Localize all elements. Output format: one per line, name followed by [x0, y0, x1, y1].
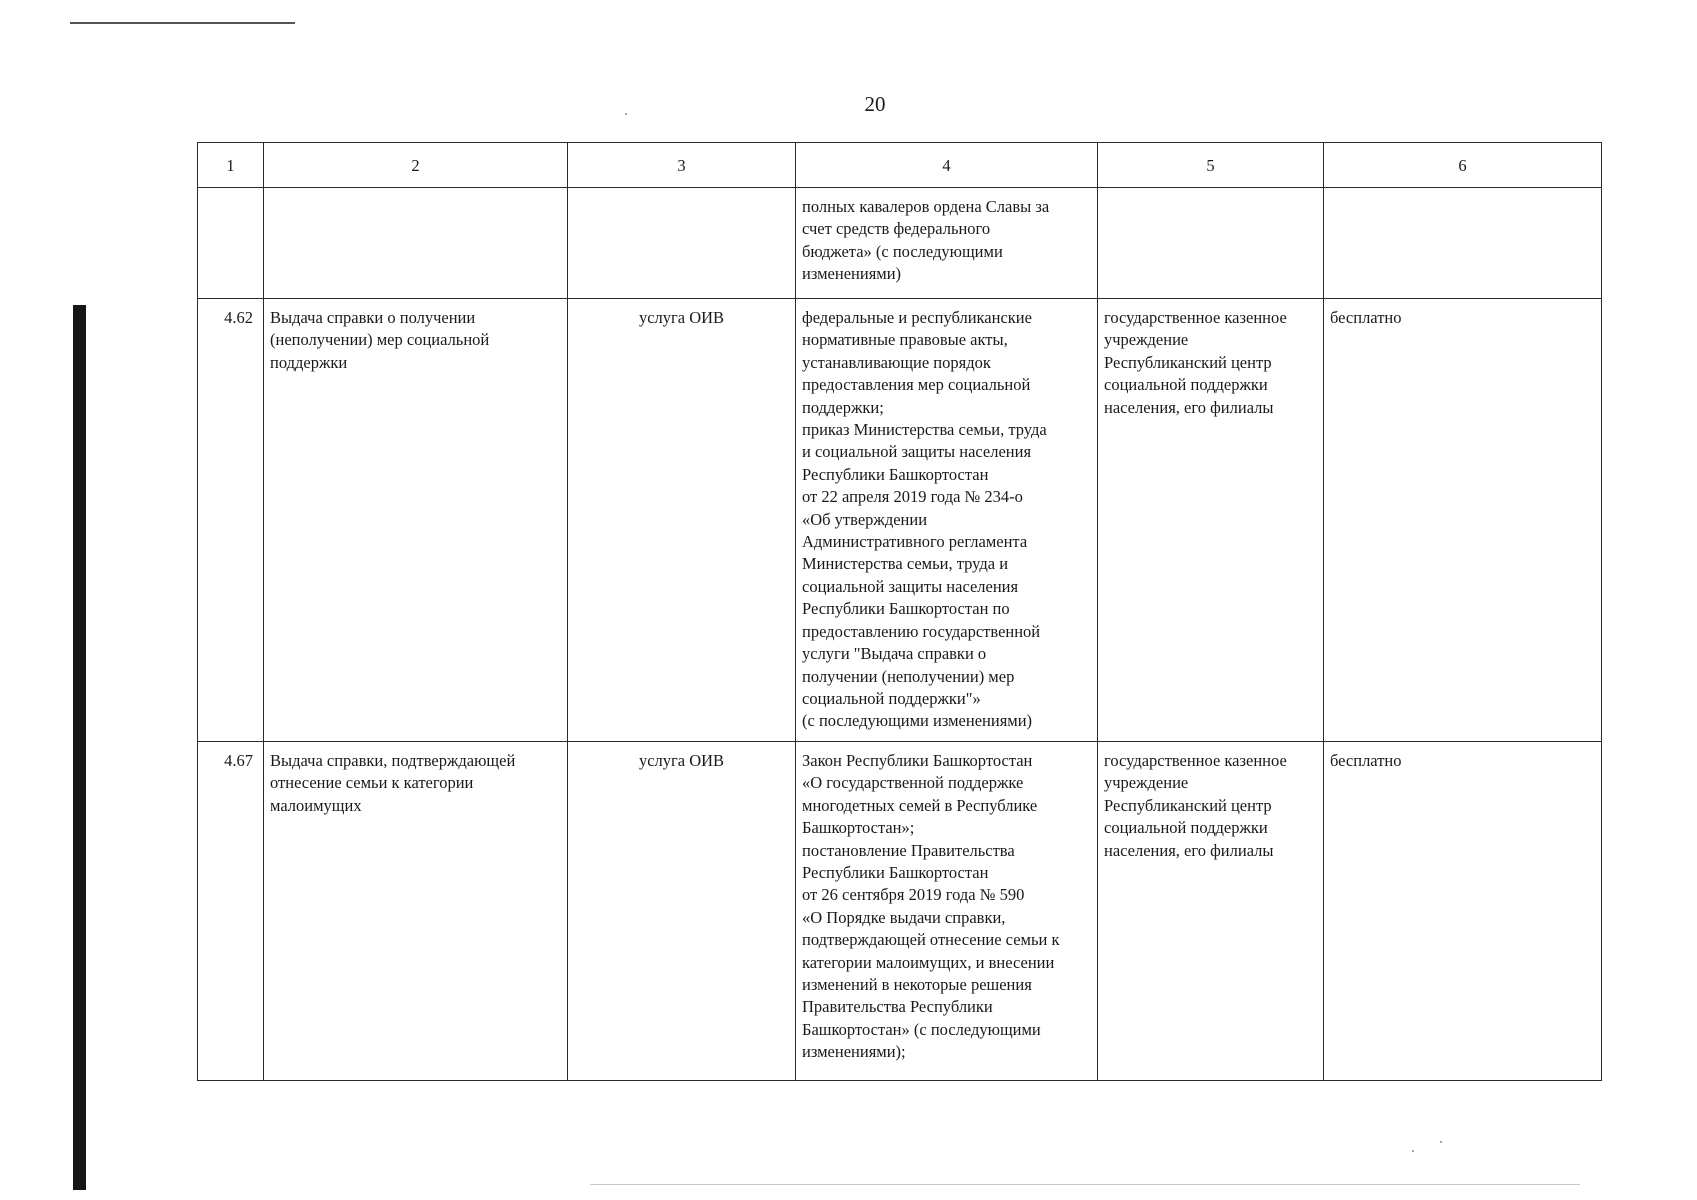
- service-name-cell: [264, 188, 568, 299]
- scan-artifact-bottom-line: [590, 1184, 1580, 1185]
- service-number-cell: 4.62: [198, 299, 264, 742]
- service-type-cell: [568, 188, 796, 299]
- column-number-row: [198, 143, 1602, 188]
- column-number: 5: [1098, 143, 1324, 188]
- service-number-cell: [198, 188, 264, 299]
- provider-cell: государственное казенное учреждение Республиканский центр социальной поддержки населения, его филиалы: [1098, 742, 1324, 1081]
- service-name-cell: Выдача справки о получении (неполучении) мер социальной поддержки: [264, 299, 568, 742]
- scan-artifact-left-bar: [73, 305, 86, 1190]
- column-number: 6: [1324, 143, 1602, 188]
- column-number: 4: [796, 143, 1098, 188]
- services-table: [197, 142, 1602, 1081]
- column-number: 1: [198, 143, 264, 188]
- table-row: [198, 742, 1602, 1081]
- cost-cell: бесплатно: [1324, 742, 1602, 1081]
- service-number-cell: 4.67: [198, 742, 264, 1081]
- service-name-cell: Выдача справки, подтверждающей отнесение семьи к категории малоимущих: [264, 742, 568, 1081]
- provider-cell: [1098, 188, 1324, 299]
- legal-basis-cell: полных кавалеров ордена Славы за счет средств федерального бюджета» (с последующими изменениями): [796, 188, 1098, 299]
- page-number: 20: [864, 92, 886, 116]
- legal-basis-cell: Закон Республики Башкортостан «О государственной поддержке многодетных семей в Республике Башкортостан»; постановление Правительства Республики Башкортостан от 26 сентября 2019 года № 590 «О Порядке выдачи справки, подтверждающей отнесение семьи к категории малоимущих, и внесении изменений в некоторые решения Правительства Республики Башкортостан» (с последующими изменениями);: [796, 742, 1098, 1081]
- scan-speck: [1440, 1141, 1442, 1143]
- scan-speck: [1412, 1150, 1414, 1152]
- column-number: 2: [264, 143, 568, 188]
- cost-cell: [1324, 188, 1602, 299]
- legal-basis-cell: федеральные и республиканские нормативные правовые акты, устанавливающие порядок предоставления мер социальной поддержки; приказ Министерства семьи, труда и социальной защиты населения Республики Башкортостан от 22 апреля 2019 года № 234-о «Об утверждении Административного регламента Министерства семьи, труда и социальной защиты населения Республики Башкортостан по предоставлению государственной услуги "Выдача справки о получении (неполучении) мер социальной поддержки"» (с последующими изменениями): [796, 299, 1098, 742]
- service-type-cell: услуга ОИВ: [568, 299, 796, 742]
- cost-cell: бесплатно: [1324, 299, 1602, 742]
- provider-cell: государственное казенное учреждение Республиканский центр социальной поддержки населения, его филиалы: [1098, 299, 1324, 742]
- table-row: [198, 299, 1602, 742]
- table-row: [198, 188, 1602, 299]
- scan-artifact-top-line: [70, 22, 295, 24]
- service-type-cell: услуга ОИВ: [568, 742, 796, 1081]
- column-number: 3: [568, 143, 796, 188]
